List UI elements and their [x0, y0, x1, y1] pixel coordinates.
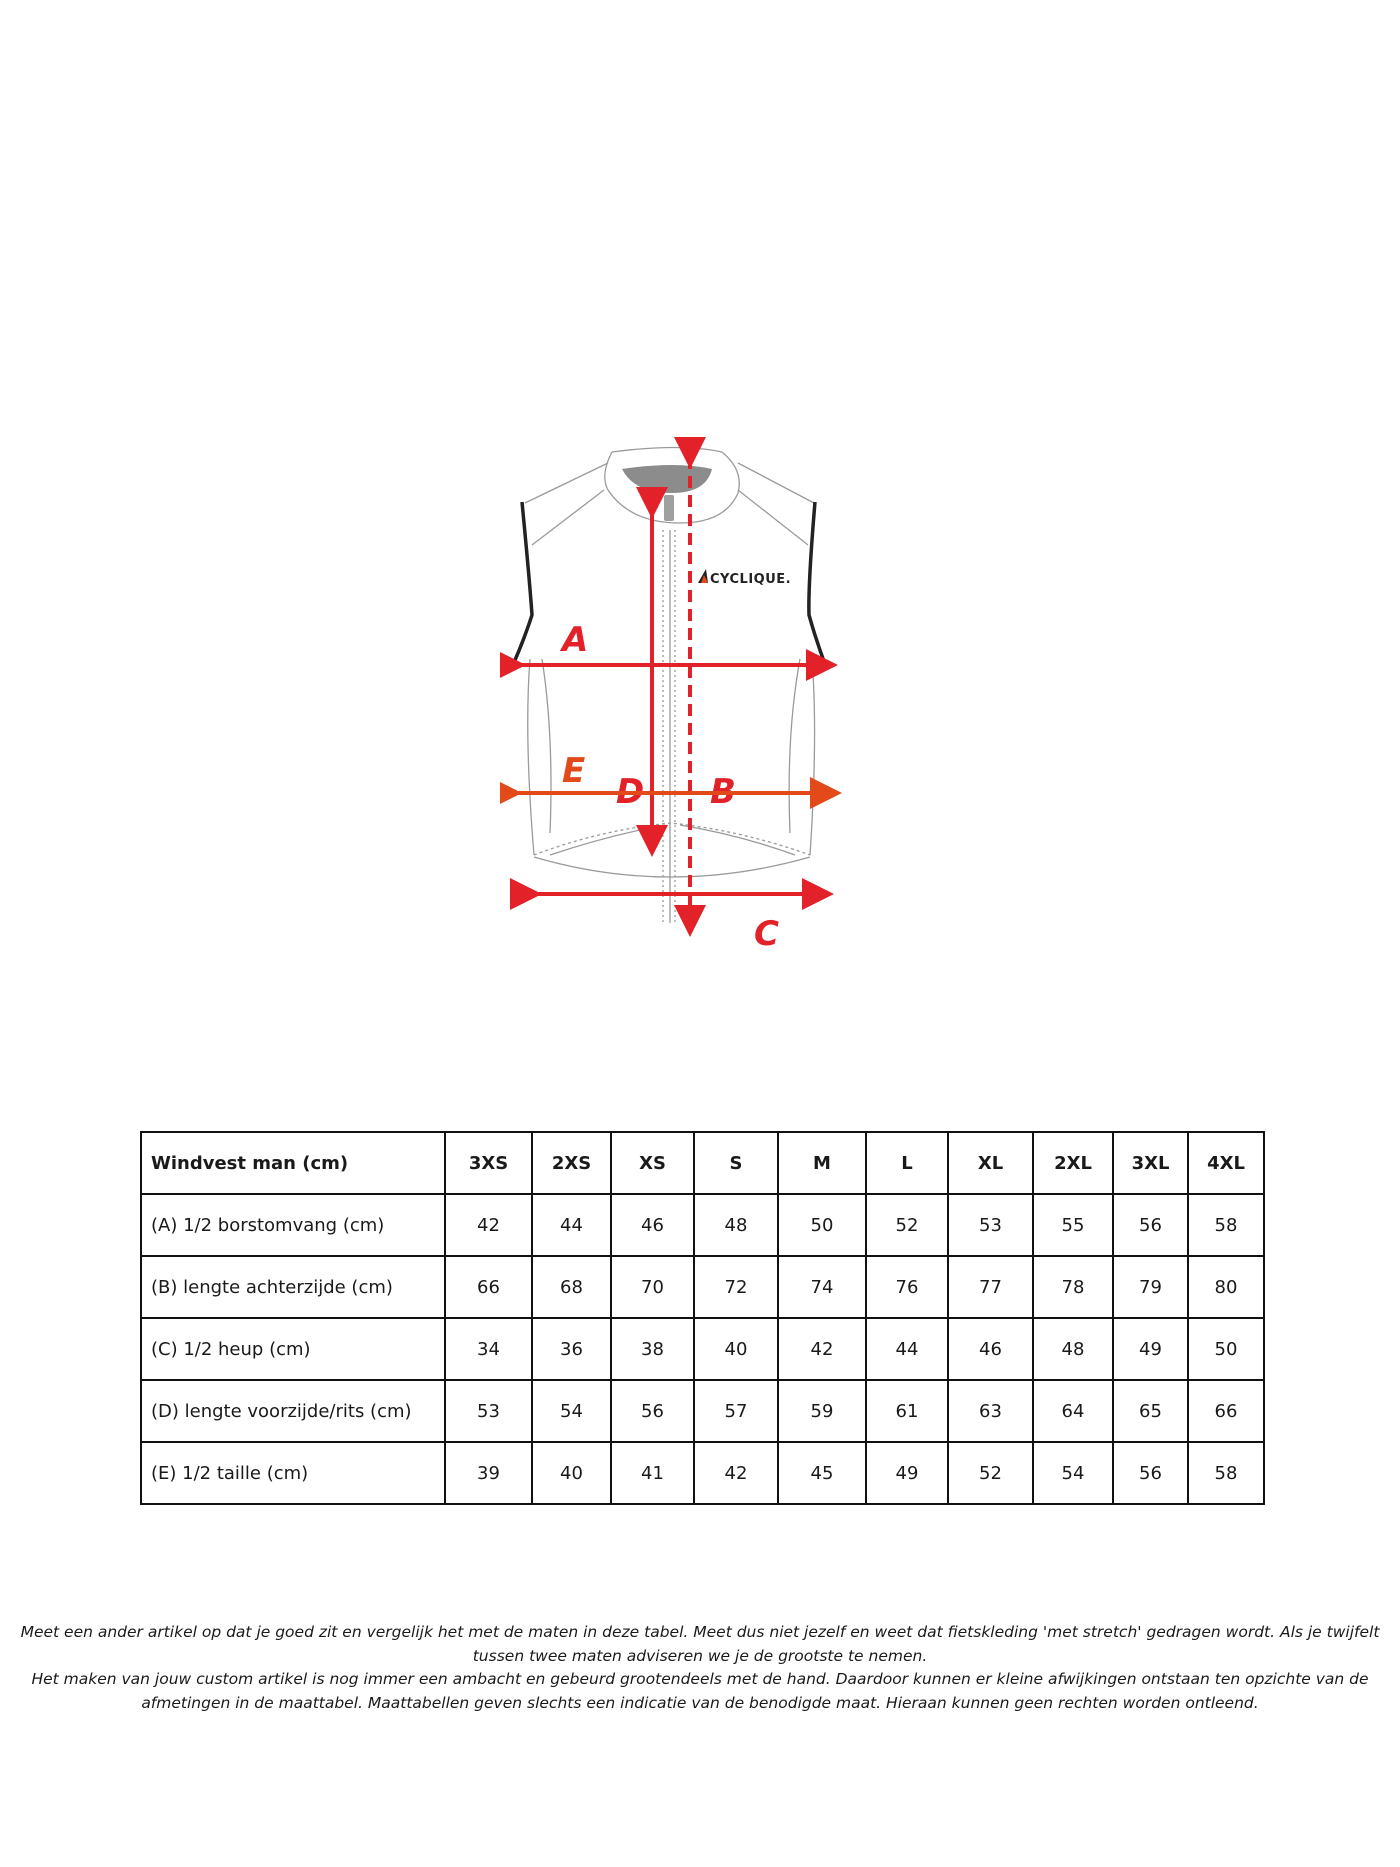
label-b: B: [710, 772, 736, 812]
measurement-value: 66: [445, 1256, 532, 1318]
label-e: E: [562, 751, 586, 791]
measurement-value: 56: [611, 1380, 694, 1442]
measurement-value: 66: [1188, 1380, 1264, 1442]
measurement-value: 77: [948, 1256, 1033, 1318]
measurement-value: 42: [778, 1318, 866, 1380]
measurement-label: (B) lengte achterzijde (cm): [141, 1256, 445, 1318]
disclaimer-paragraph-1: Meet een ander artikel op dat je goed zit en vergelijk het met de maten in deze tabel. Meet dus niet jezelf en weet dat fietskleding 'met stretch' gedragen wordt. Als je twijfelt tussen twee maten adviseren we je de grootste te nemen.: [20, 1623, 1380, 1665]
measurement-value: 53: [948, 1194, 1033, 1256]
measurement-value: 44: [532, 1194, 611, 1256]
vest-illustration: [500, 435, 860, 1035]
measurement-value: 40: [694, 1318, 778, 1380]
measurement-value: 52: [866, 1194, 948, 1256]
measurement-value: 70: [611, 1256, 694, 1318]
size-header: L: [866, 1132, 948, 1194]
collar-inner: [622, 465, 712, 493]
measurement-label: (D) lengte voorzijde/rits (cm): [141, 1380, 445, 1442]
measurement-value: 38: [611, 1318, 694, 1380]
measurement-value: 56: [1113, 1194, 1188, 1256]
measurement-label: (E) 1/2 taille (cm): [141, 1442, 445, 1504]
measurement-value: 56: [1113, 1442, 1188, 1504]
measurement-value: 41: [611, 1442, 694, 1504]
measurement-value: 54: [532, 1380, 611, 1442]
measurement-value: 48: [1033, 1318, 1113, 1380]
measurement-value: 65: [1113, 1380, 1188, 1442]
measurement-value: 59: [778, 1380, 866, 1442]
label-d: D: [616, 772, 645, 812]
disclaimer-text: [0, 1621, 1400, 1715]
measurement-value: 45: [778, 1442, 866, 1504]
measurement-value: 63: [948, 1380, 1033, 1442]
measurement-value: 40: [532, 1442, 611, 1504]
size-header: 2XL: [1033, 1132, 1113, 1194]
size-header: M: [778, 1132, 866, 1194]
measurement-value: 57: [694, 1380, 778, 1442]
label-c: C: [754, 914, 779, 954]
measurement-value: 64: [1033, 1380, 1113, 1442]
size-header: XL: [948, 1132, 1033, 1194]
measurement-value: 74: [778, 1256, 866, 1318]
size-header: 4XL: [1188, 1132, 1264, 1194]
measurement-value: 48: [694, 1194, 778, 1256]
measurement-value: 55: [1033, 1194, 1113, 1256]
table-row: [141, 1318, 1264, 1380]
size-header: S: [694, 1132, 778, 1194]
measurement-value: 49: [1113, 1318, 1188, 1380]
measurement-value: 80: [1188, 1256, 1264, 1318]
measurement-value: 53: [445, 1380, 532, 1442]
measurement-value: 39: [445, 1442, 532, 1504]
size-header: 3XS: [445, 1132, 532, 1194]
size-header: 3XL: [1113, 1132, 1188, 1194]
measurement-value: 61: [866, 1380, 948, 1442]
table-row: [141, 1442, 1264, 1504]
measurement-value: 44: [866, 1318, 948, 1380]
measurement-value: 58: [1188, 1194, 1264, 1256]
disclaimer-paragraph-2: Het maken van jouw custom artikel is nog immer een ambacht en gebeurd grootendeels met de hand. Daardoor kunnen er kleine afwijkingen ontstaan ten opzichte van de afmetingen in de maattabel. Maattabellen geven slechts een indicatie van de benodigde maat. Hieraan kunnen geen rechten worden ontleend.: [31, 1670, 1369, 1712]
measurement-value: 42: [445, 1194, 532, 1256]
measurement-value: 68: [532, 1256, 611, 1318]
size-chart-table: [140, 1131, 1265, 1505]
measurement-value: 54: [1033, 1442, 1113, 1504]
zipper-pull-icon: [664, 495, 674, 521]
size-header: 2XS: [532, 1132, 611, 1194]
brand-logo-text: CYCLIQUE.: [710, 572, 792, 587]
measurement-value: 42: [694, 1442, 778, 1504]
vest-measurement-diagram: [500, 435, 860, 1035]
measurement-value: 52: [948, 1442, 1033, 1504]
table-row: [141, 1256, 1264, 1318]
measurement-value: 46: [611, 1194, 694, 1256]
size-header: XS: [611, 1132, 694, 1194]
measurement-value: 58: [1188, 1442, 1264, 1504]
measurement-value: 78: [1033, 1256, 1113, 1318]
measurement-label: (A) 1/2 borstomvang (cm): [141, 1194, 445, 1256]
measurement-value: 50: [778, 1194, 866, 1256]
measurement-value: 34: [445, 1318, 532, 1380]
measurement-value: 36: [532, 1318, 611, 1380]
measurement-value: 76: [866, 1256, 948, 1318]
measurement-value: 72: [694, 1256, 778, 1318]
table-header-row: [141, 1132, 1264, 1194]
measurement-value: 50: [1188, 1318, 1264, 1380]
table-header-label: Windvest man (cm): [141, 1132, 445, 1194]
measurement-value: 79: [1113, 1256, 1188, 1318]
measurement-value: 46: [948, 1318, 1033, 1380]
table-row: [141, 1194, 1264, 1256]
measurement-label: (C) 1/2 heup (cm): [141, 1318, 445, 1380]
label-a: A: [562, 620, 589, 660]
brand-logo: [698, 569, 791, 587]
measurement-value: 49: [866, 1442, 948, 1504]
table-row: [141, 1380, 1264, 1442]
